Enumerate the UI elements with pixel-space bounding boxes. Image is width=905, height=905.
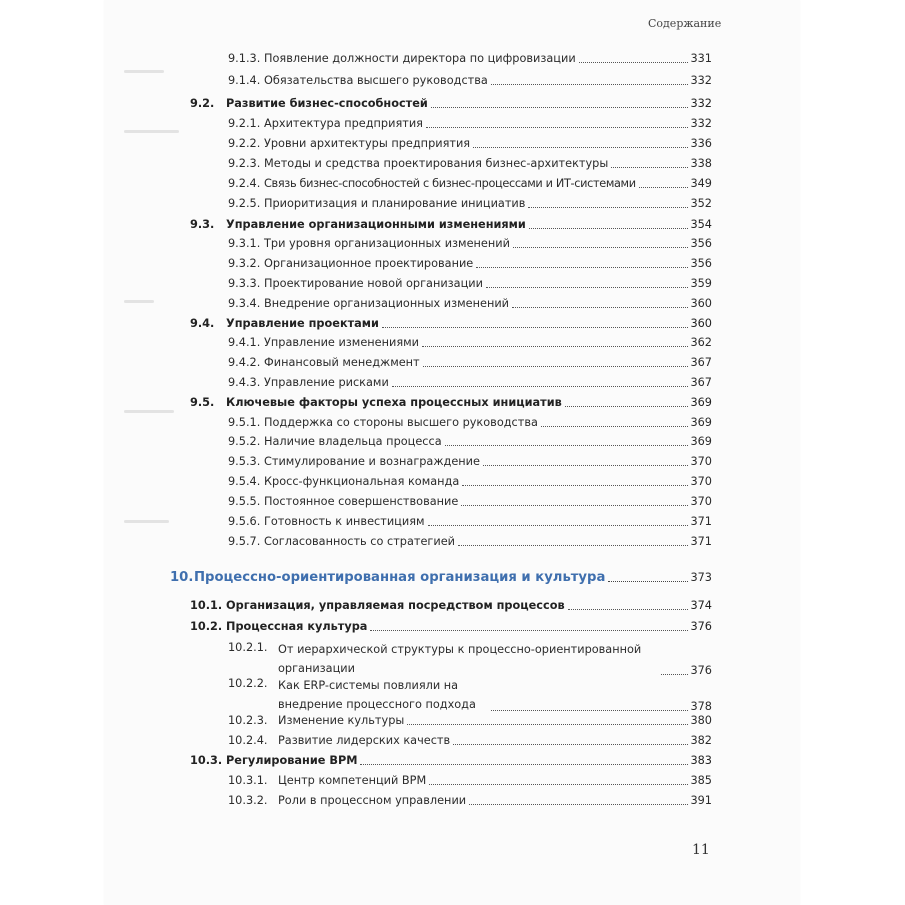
entry-number: 9.5.3. xyxy=(228,455,261,468)
dot-leader xyxy=(611,167,688,168)
entry-number: 9.5.6. xyxy=(228,515,261,528)
entry-page: 336 xyxy=(690,137,712,150)
toc-entry[interactable] xyxy=(228,676,712,714)
toc-entry[interactable] xyxy=(228,534,712,549)
chapter-number: 10. xyxy=(170,570,194,585)
entry-page: 370 xyxy=(690,475,712,488)
entry-number: 9.2.3. xyxy=(228,157,261,170)
section-title: Ключевые факторы успеха процессных инициатив xyxy=(226,396,562,409)
chapter-page: 373 xyxy=(690,571,712,584)
toc-entry[interactable] xyxy=(228,434,712,449)
entry-number: 9.4.3. xyxy=(228,376,261,389)
entry-number: 10.2.1. xyxy=(228,641,268,654)
dot-leader xyxy=(462,485,688,486)
entry-page: 376 xyxy=(690,664,712,677)
dot-leader xyxy=(483,465,688,466)
dot-leader xyxy=(429,784,688,785)
entry-title: Роли в процессном управлении xyxy=(278,794,467,807)
toc-entry[interactable] xyxy=(228,415,712,430)
dot-leader xyxy=(608,581,688,582)
section-number: 9.2. xyxy=(190,97,215,110)
entry-page: 378 xyxy=(690,700,712,713)
entry-title: Стимулирование и вознаграждение xyxy=(264,455,480,468)
toc-section[interactable] xyxy=(190,96,712,111)
entry-page: 359 xyxy=(690,277,712,290)
toc-entry[interactable] xyxy=(228,713,712,728)
toc-entry[interactable] xyxy=(228,256,712,271)
entry-number: 10.3.1. xyxy=(228,774,268,787)
section-number: 9.3. xyxy=(190,218,215,231)
dot-leader xyxy=(473,147,688,148)
toc-entry[interactable] xyxy=(228,514,712,529)
entry-number: 9.5.4. xyxy=(228,475,261,488)
running-head: Содержание xyxy=(648,17,722,30)
entry-title: Приоритизация и планирование инициатив xyxy=(264,197,526,210)
entry-number: 9.3.4. xyxy=(228,297,261,310)
entry-title: Готовность к инвестициям xyxy=(264,515,425,528)
entry-number: 9.1.4. xyxy=(228,74,261,87)
dot-leader xyxy=(461,505,688,506)
section-title: Управление организационными изменениями xyxy=(226,218,526,231)
entry-title: Поддержка со стороны высшего руководства xyxy=(264,416,538,429)
dot-leader xyxy=(458,545,688,546)
toc-entry[interactable] xyxy=(228,73,712,88)
entry-title: Связь бизнес-способностей с бизнес-процессами и ИТ-системами xyxy=(264,177,636,190)
entry-page: 367 xyxy=(690,376,712,389)
entry-page: 391 xyxy=(690,794,712,807)
entry-number: 10.3.2. xyxy=(228,794,268,807)
dot-leader xyxy=(579,62,689,63)
entry-page: 362 xyxy=(690,336,712,349)
entry-page: 371 xyxy=(690,515,712,528)
toc-entry[interactable] xyxy=(228,196,712,211)
entry-number: 10.2.3. xyxy=(228,714,268,727)
toc-entry[interactable] xyxy=(228,236,712,251)
entry-title: От иерархической структуры к процессно-ориентированной организации xyxy=(278,643,642,675)
dot-leader xyxy=(528,207,688,208)
entry-page: 369 xyxy=(690,435,712,448)
toc-section[interactable] xyxy=(190,619,712,634)
dot-leader xyxy=(445,445,689,446)
section-page: 374 xyxy=(690,599,712,612)
entry-number: 9.2.5. xyxy=(228,197,261,210)
section-page: 360 xyxy=(690,317,712,330)
entry-title: Изменение культуры xyxy=(278,714,405,727)
dot-leader xyxy=(541,426,689,427)
dot-leader xyxy=(370,630,688,631)
section-number: 10.1. xyxy=(190,599,223,612)
entry-page: 367 xyxy=(690,356,712,369)
toc-entry[interactable] xyxy=(228,156,712,171)
dot-leader xyxy=(529,228,689,229)
entry-number: 9.3.2. xyxy=(228,257,261,270)
section-title: Регулирование BPM xyxy=(226,754,358,767)
chapter-title: Процессно-ориентированная организация и культура xyxy=(194,570,606,585)
toc-entry[interactable] xyxy=(228,793,712,808)
toc-entry[interactable] xyxy=(228,335,712,350)
section-page: 354 xyxy=(690,218,712,231)
entry-page: 380 xyxy=(690,714,712,727)
dot-leader xyxy=(639,187,689,188)
dot-leader xyxy=(565,406,689,407)
entry-title: Уровни архитектуры предприятия xyxy=(264,137,471,150)
entry-title: Организационное проектирование xyxy=(264,257,474,270)
dot-leader xyxy=(392,386,689,387)
section-page: 332 xyxy=(690,97,712,110)
dot-leader xyxy=(426,127,688,128)
entry-page: 356 xyxy=(690,257,712,270)
section-title: Организация, управляемая посредством процессов xyxy=(226,599,565,612)
entry-number: 9.1.3. xyxy=(228,52,261,65)
entry-number: 9.5.5. xyxy=(228,495,261,508)
entry-page: 385 xyxy=(690,774,712,787)
entry-page: 370 xyxy=(690,495,712,508)
dot-leader xyxy=(407,724,688,725)
dot-leader xyxy=(422,346,688,347)
section-page: 369 xyxy=(690,396,712,409)
entry-page: 360 xyxy=(690,297,712,310)
toc-entry[interactable] xyxy=(228,51,712,66)
dot-leader xyxy=(423,366,689,367)
section-number: 10.2. xyxy=(190,620,223,633)
dot-leader xyxy=(491,84,689,85)
entry-page: 331 xyxy=(690,52,712,65)
entry-title: Наличие владельца процесса xyxy=(264,435,442,448)
toc-section[interactable] xyxy=(190,753,712,768)
toc-section[interactable] xyxy=(190,598,712,613)
toc-entry[interactable] xyxy=(228,276,712,291)
entry-page: 382 xyxy=(690,734,712,747)
toc-entry[interactable] xyxy=(228,136,712,151)
dot-leader xyxy=(486,287,688,288)
entry-page: 370 xyxy=(690,455,712,468)
toc-entry[interactable] xyxy=(228,494,712,509)
toc-entry[interactable] xyxy=(228,454,712,469)
entry-number: 9.3.1. xyxy=(228,237,261,250)
toc-entry[interactable] xyxy=(228,355,712,370)
entry-number: 9.4.1. xyxy=(228,336,261,349)
entry-title: Управление изменениями xyxy=(264,336,420,349)
entry-title: Внедрение организационных изменений xyxy=(264,297,510,310)
toc-entry[interactable] xyxy=(228,733,712,748)
dot-leader xyxy=(661,674,688,675)
dot-leader xyxy=(360,764,688,765)
dot-leader xyxy=(476,267,688,268)
section-number: 9.4. xyxy=(190,317,215,330)
entry-page: 369 xyxy=(690,416,712,429)
entry-page: 332 xyxy=(690,117,712,130)
section-title: Управление проектами xyxy=(226,317,379,330)
entry-title: Постоянное совершенствование xyxy=(264,495,459,508)
entry-number: 9.3.3. xyxy=(228,277,261,290)
section-number: 9.5. xyxy=(190,396,215,409)
entry-title: Кросс-функциональная команда xyxy=(264,475,460,488)
dot-leader xyxy=(382,327,689,328)
entry-number: 9.5.1. xyxy=(228,416,261,429)
toc-section[interactable] xyxy=(190,217,712,232)
entry-number: 9.5.2. xyxy=(228,435,261,448)
entry-title: Развитие лидерских качеств xyxy=(278,734,451,747)
dot-leader xyxy=(431,107,689,108)
entry-number: 10.2.2. xyxy=(228,677,268,690)
toc-entry[interactable] xyxy=(228,176,712,191)
entry-number: 9.2.2. xyxy=(228,137,261,150)
entry-number: 9.4.2. xyxy=(228,356,261,369)
toc-chapter[interactable] xyxy=(170,570,712,585)
entry-number: 9.5.7. xyxy=(228,535,261,548)
section-page: 376 xyxy=(690,620,712,633)
toc-entry[interactable] xyxy=(228,375,712,390)
entry-page: 338 xyxy=(690,157,712,170)
toc-entry[interactable] xyxy=(228,296,712,311)
entry-page: 352 xyxy=(690,197,712,210)
entry-page: 356 xyxy=(690,237,712,250)
entry-title: Согласованность со стратегией xyxy=(264,535,456,548)
entry-title: Как ERP-системы повлияли на внедрение процессного подхода xyxy=(278,679,476,711)
dot-leader xyxy=(568,609,689,610)
dot-leader xyxy=(513,247,688,248)
section-title: Процессная культура xyxy=(226,620,368,633)
entry-page: 371 xyxy=(690,535,712,548)
section-page: 383 xyxy=(690,754,712,767)
entry-number: 10.2.4. xyxy=(228,734,268,747)
entry-title: Центр компетенций BPM xyxy=(278,774,427,787)
entry-title: Обязательства высшего руководства xyxy=(264,74,488,87)
dot-leader xyxy=(453,744,688,745)
entry-title: Управление рисками xyxy=(264,376,389,389)
toc-section[interactable] xyxy=(190,395,712,410)
section-title: Развитие бизнес-способностей xyxy=(226,97,428,110)
toc-entry[interactable] xyxy=(228,773,712,788)
dot-leader xyxy=(428,525,689,526)
entry-title: Проектирование новой организации xyxy=(264,277,483,290)
entry-title: Методы и средства проектирования бизнес-архитектуры xyxy=(264,157,609,170)
dot-leader xyxy=(469,804,688,805)
entry-title: Архитектура предприятия xyxy=(264,117,423,130)
entry-page: 332 xyxy=(690,74,712,87)
toc-section[interactable] xyxy=(190,316,712,331)
entry-title: Появление должности директора по цифровизации xyxy=(264,52,576,65)
entry-number: 9.2.4. xyxy=(228,177,261,190)
entry-title: Три уровня организационных изменений xyxy=(264,237,510,250)
entry-title: Финансовый менеджмент xyxy=(264,356,420,369)
entry-page: 349 xyxy=(690,177,712,190)
toc-entry[interactable] xyxy=(228,474,712,489)
page-number: 11 xyxy=(692,842,710,858)
dot-leader xyxy=(491,710,688,711)
entry-number: 9.2.1. xyxy=(228,117,261,130)
toc-entry[interactable] xyxy=(228,116,712,131)
section-number: 10.3. xyxy=(190,754,223,767)
dot-leader xyxy=(512,307,688,308)
toc-entry[interactable] xyxy=(228,640,712,678)
